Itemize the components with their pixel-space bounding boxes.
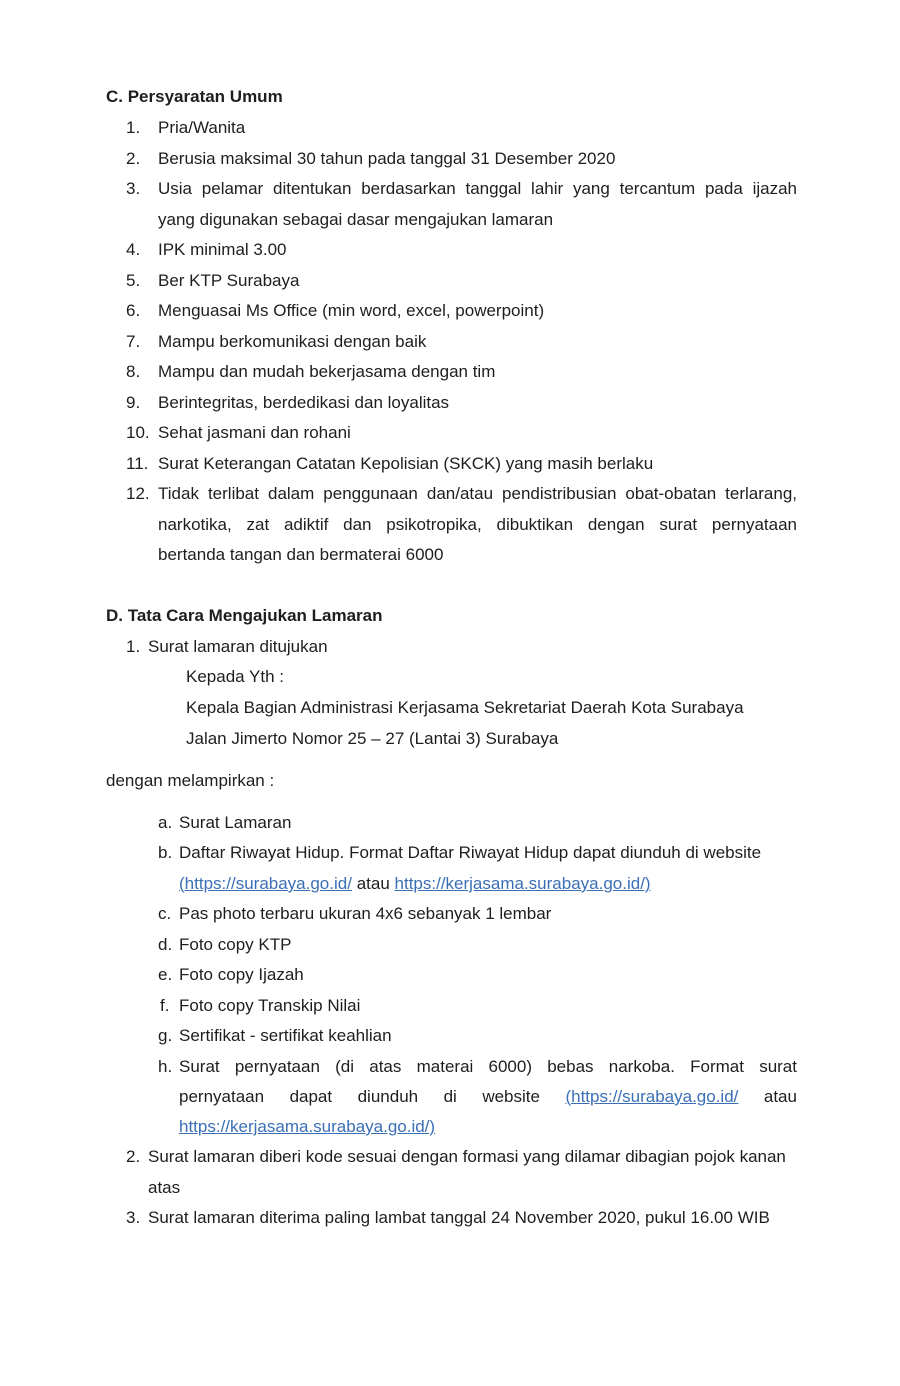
list-item-text: Pas photo terbaru ukuran 4x6 sebanyak 1 lembar (179, 904, 552, 923)
word: pernyataan (179, 1087, 265, 1106)
list-item-text: Foto copy Ijazah (179, 965, 304, 984)
list-number: 8. (126, 362, 141, 381)
list-item-text: Surat Lamaran (179, 813, 292, 832)
list-number: 3. (126, 179, 141, 198)
list-item-text: Mampu dan mudah bekerjasama dengan tim (158, 362, 496, 381)
list-item-text: Surat Keterangan Catatan Kepolisian (SKCK) yang masih berlaku (158, 453, 654, 473)
list-item-text: bertanda tangan dan bermaterai 6000 (158, 545, 444, 564)
list-item-text (179, 869, 651, 899)
attachments-intro: dengan melampirkan : (106, 771, 275, 790)
list-letter: e. (158, 965, 173, 984)
kerjasama-link[interactable]: https://kerjasama.surabaya.go.id/) (394, 874, 651, 893)
list-item-text: Ber KTP Surabaya (158, 270, 300, 290)
list-item-text: Sehat jasmani dan rohani (158, 423, 351, 442)
list-number: 12. (126, 484, 150, 503)
list-letter: c. (158, 904, 172, 923)
address-line: Kepada Yth : (186, 667, 284, 686)
kerjasama-link[interactable]: https://kerjasama.surabaya.go.id/) (179, 1117, 436, 1136)
list-letter: b. (158, 843, 173, 862)
list-item-text: Surat lamaran ditujukan (148, 637, 328, 656)
open-paren: ( (565, 1087, 572, 1106)
list-item-text: yang digunakan sebagai dasar mengajukan lamaran (158, 209, 554, 229)
connector-word: atau (356, 874, 390, 893)
list-item-text: Menguasai Ms Office (min word, excel, powerpoint) (158, 301, 545, 320)
surabaya-link[interactable]: https://surabaya.go.id/ (184, 874, 352, 893)
list-letter: g. (158, 1026, 173, 1045)
list-item-text: Berusia maksimal 30 tahun pada tanggal 31 Desember 2020 (158, 148, 616, 168)
list-item-text: Berintegritas, berdedikasi dan loyalitas (158, 392, 450, 412)
list-number: 4. (126, 240, 141, 259)
list-item-text: IPK minimal 3.00 (158, 240, 287, 259)
section-c-heading: C. Persyaratan Umum (106, 87, 283, 106)
list-number: 2. (126, 148, 141, 168)
list-item-text: Mampu berkomunikasi dengan baik (158, 331, 427, 351)
list-item-text: Foto copy Transkip Nilai (179, 996, 361, 1015)
list-letter: f. (160, 996, 170, 1015)
word: di (443, 1087, 457, 1106)
list-number: 2. (126, 1147, 141, 1166)
list-item-text: Surat lamaran diberi kode sesuai dengan formasi yang dilamar dibagian pojok kanan (148, 1147, 786, 1166)
list-item-text: atas (148, 1178, 181, 1197)
surabaya-link[interactable]: https://surabaya.go.id/ (571, 1087, 739, 1106)
word: website (482, 1087, 540, 1106)
list-number: 11. (126, 453, 149, 473)
list-item-text: Foto copy KTP (179, 935, 292, 954)
address-line: Jalan Jimerto Nomor 25 – 27 (Lantai 3) Surabaya (186, 729, 559, 748)
list-letter: a. (158, 813, 173, 832)
section-d-heading: D. Tata Cara Mengajukan Lamaran (106, 606, 383, 625)
list-item-text: Tidak terlibat dalam penggunaan dan/atau pendistribusian obat-obatan terlarang, (158, 484, 797, 503)
list-number: 5. (126, 270, 141, 290)
list-number: 3. (126, 1208, 141, 1227)
list-number: 1. (126, 637, 141, 656)
address-line: Kepala Bagian Administrasi Kerjasama Sekretariat Daerah Kota Surabaya (186, 698, 744, 717)
connector-word: atau (763, 1087, 797, 1106)
list-item-text: Daftar Riwayat Hidup. Format Daftar Riwayat Hidup dapat diunduh di website (179, 843, 762, 862)
open-paren: ( (179, 874, 185, 893)
list-item-text (179, 1112, 435, 1142)
list-item-text: narkotika, zat adiktif dan psikotropika, dibuktikan dengan surat pernyataan (158, 514, 797, 534)
list-item-text: Surat pernyataan (di atas materai 6000) bebas narkoba. Format surat (179, 1057, 797, 1076)
list-item-text: Surat lamaran diterima paling lambat tanggal 24 November 2020, pukul 16.00 WIB (148, 1208, 770, 1227)
link-group (565, 1082, 738, 1112)
list-number: 9. (126, 392, 141, 412)
list-number: 6. (126, 301, 141, 320)
list-number: 7. (126, 331, 141, 351)
word: diunduh (357, 1087, 419, 1106)
list-number: 1. (126, 118, 141, 137)
list-item-text: Pria/Wanita (158, 118, 246, 137)
word: dapat (289, 1087, 333, 1106)
list-item-text: Usia pelamar ditentukan berdasarkan tanggal lahir yang tercantum pada ijazah (158, 179, 797, 198)
list-letter: d. (158, 935, 173, 954)
list-number: 10. (126, 423, 150, 442)
list-letter: h. (158, 1057, 173, 1076)
list-item-text: Sertifikat - sertifikat keahlian (179, 1026, 392, 1045)
list-item-text (179, 1082, 797, 1112)
